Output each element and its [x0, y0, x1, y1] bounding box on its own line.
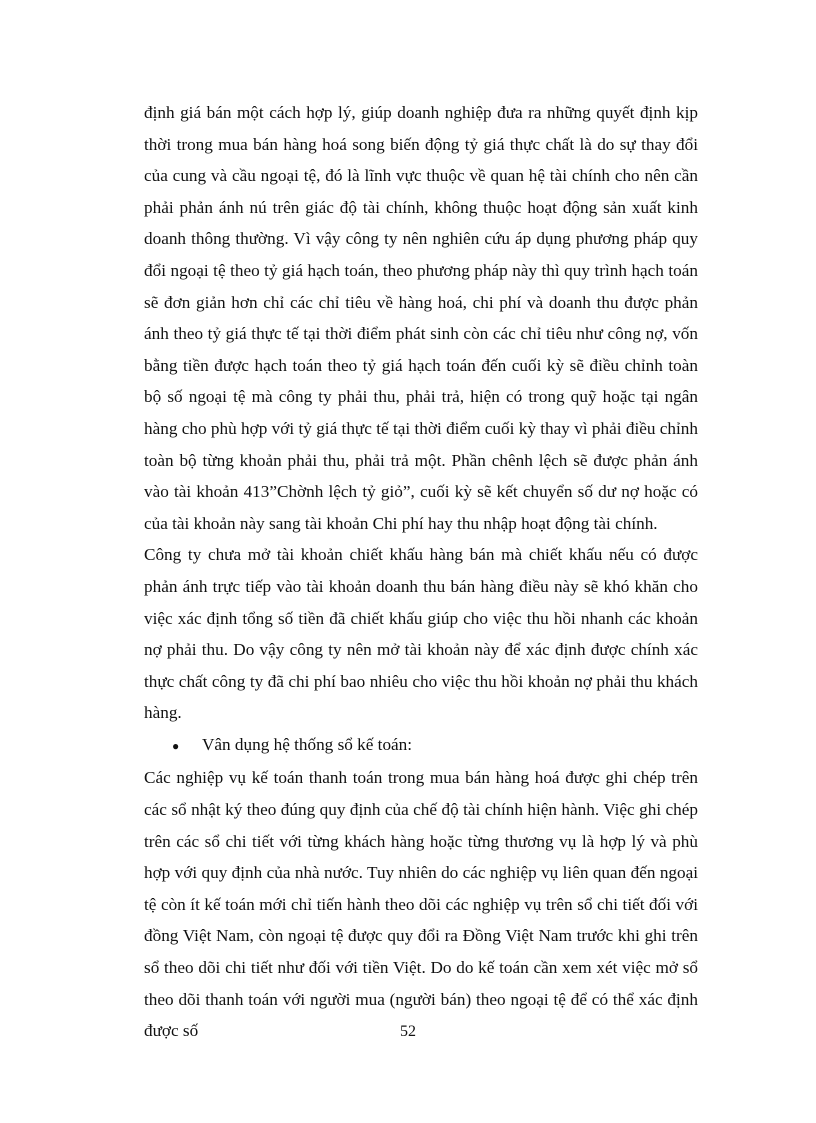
page-body: [144, 97, 698, 1047]
bullet-item: [144, 729, 698, 763]
body-paragraph-1: định giá bán một cách hợp lý, giúp doanh nghiệp đưa ra những quyết định kịp thời trong mua bán hàng hoá song biến động tỷ giá thực chất là do sự thay đổi của cung và cầu ngoại tệ, đó là lĩnh vực thuộc về quan hệ tài chính cho nên cần phải phản ánh nú trên giác độ tài chính, không thuộc hoạt động sản xuất kinh doanh thông thường. Vì vậy công ty nên nghiên cứu áp dụng phương pháp quy đổi ngoại tệ theo tỷ giá hạch toán, theo phương pháp này thì quy trình hạch toán sẽ đơn giản hơn chỉ các chỉ tiêu về hàng hoá, chi phí và doanh thu được phản ánh theo tỷ giá thực tế tại thời điểm phát sinh còn các chỉ tiêu như công nợ, vốn bằng tiền được hạch toán theo tỷ giá hạch toán đến cuối kỳ sẽ điều chỉnh toàn bộ số ngoại tệ mà công ty phải thu, phải trả, hiện có trong quỹ hoặc tại ngân hàng cho phù hợp với tỷ giá thực tế tại thời điểm cuối kỳ thay vì phải điều chỉnh toàn bộ từng khoản phải thu, phải trả một. Phần chênh lệch sẽ được phản ánh vào tài khoản 413”Chờnh lệch tỷ giỏ”, cuối kỳ sẽ kết chuyển số dư nợ hoặc có của tài khoản này sang tài khoản Chi phí hay thu nhập hoạt động tài chính.: [144, 103, 698, 533]
body-paragraph-3: Các nghiệp vụ kế toán thanh toán trong mua bán hàng hoá được ghi chép trên các sổ nhật ký theo đúng quy định của chế độ tài chính hiện hành. Việc ghi chép trên các sổ chi tiết với từng khách hàng hoặc từng thương vụ là hợp lý và phù hợp với quy định của nhà nước. Tuy nhiên do các nghiệp vụ liên quan đến ngoại tệ còn ít kế toán mới chỉ tiến hành theo dõi các nghiệp vụ trên sổ chi tiết đối với đồng Việt Nam, còn ngoại tệ được quy đổi ra Đồng Việt Nam trước khi ghi trên sổ theo dõi chi tiết như đối với tiền Việt. Do do kế toán cần xem xét việc mở sổ theo dõi thanh toán với người mua (người bán) theo ngoại tệ để có thể xác định được số: [144, 768, 698, 1041]
bullet-text: Vân dụng hệ thống sổ kế toán:: [202, 734, 413, 754]
bullet-dot-icon: ●: [172, 738, 180, 753]
body-paragraph-2: Công ty chưa mở tài khoản chiết khấu hàng bán mà chiết khấu nếu có được phản ánh trực tiếp vào tài khoản doanh thu bán hàng điều này sẽ khó khăn cho việc xác định tổng số tiền đã chiết khấu giúp cho việc thu hồi nhanh các khoản nợ phải thu. Do vậy công ty nên mở tài khoản này để xác định được chính xác thực chất công ty đã chi phí bao nhiêu cho việc thu hồi khoản nợ phải thu khách hàng.: [144, 545, 698, 723]
page-number: 52: [400, 1023, 416, 1040]
